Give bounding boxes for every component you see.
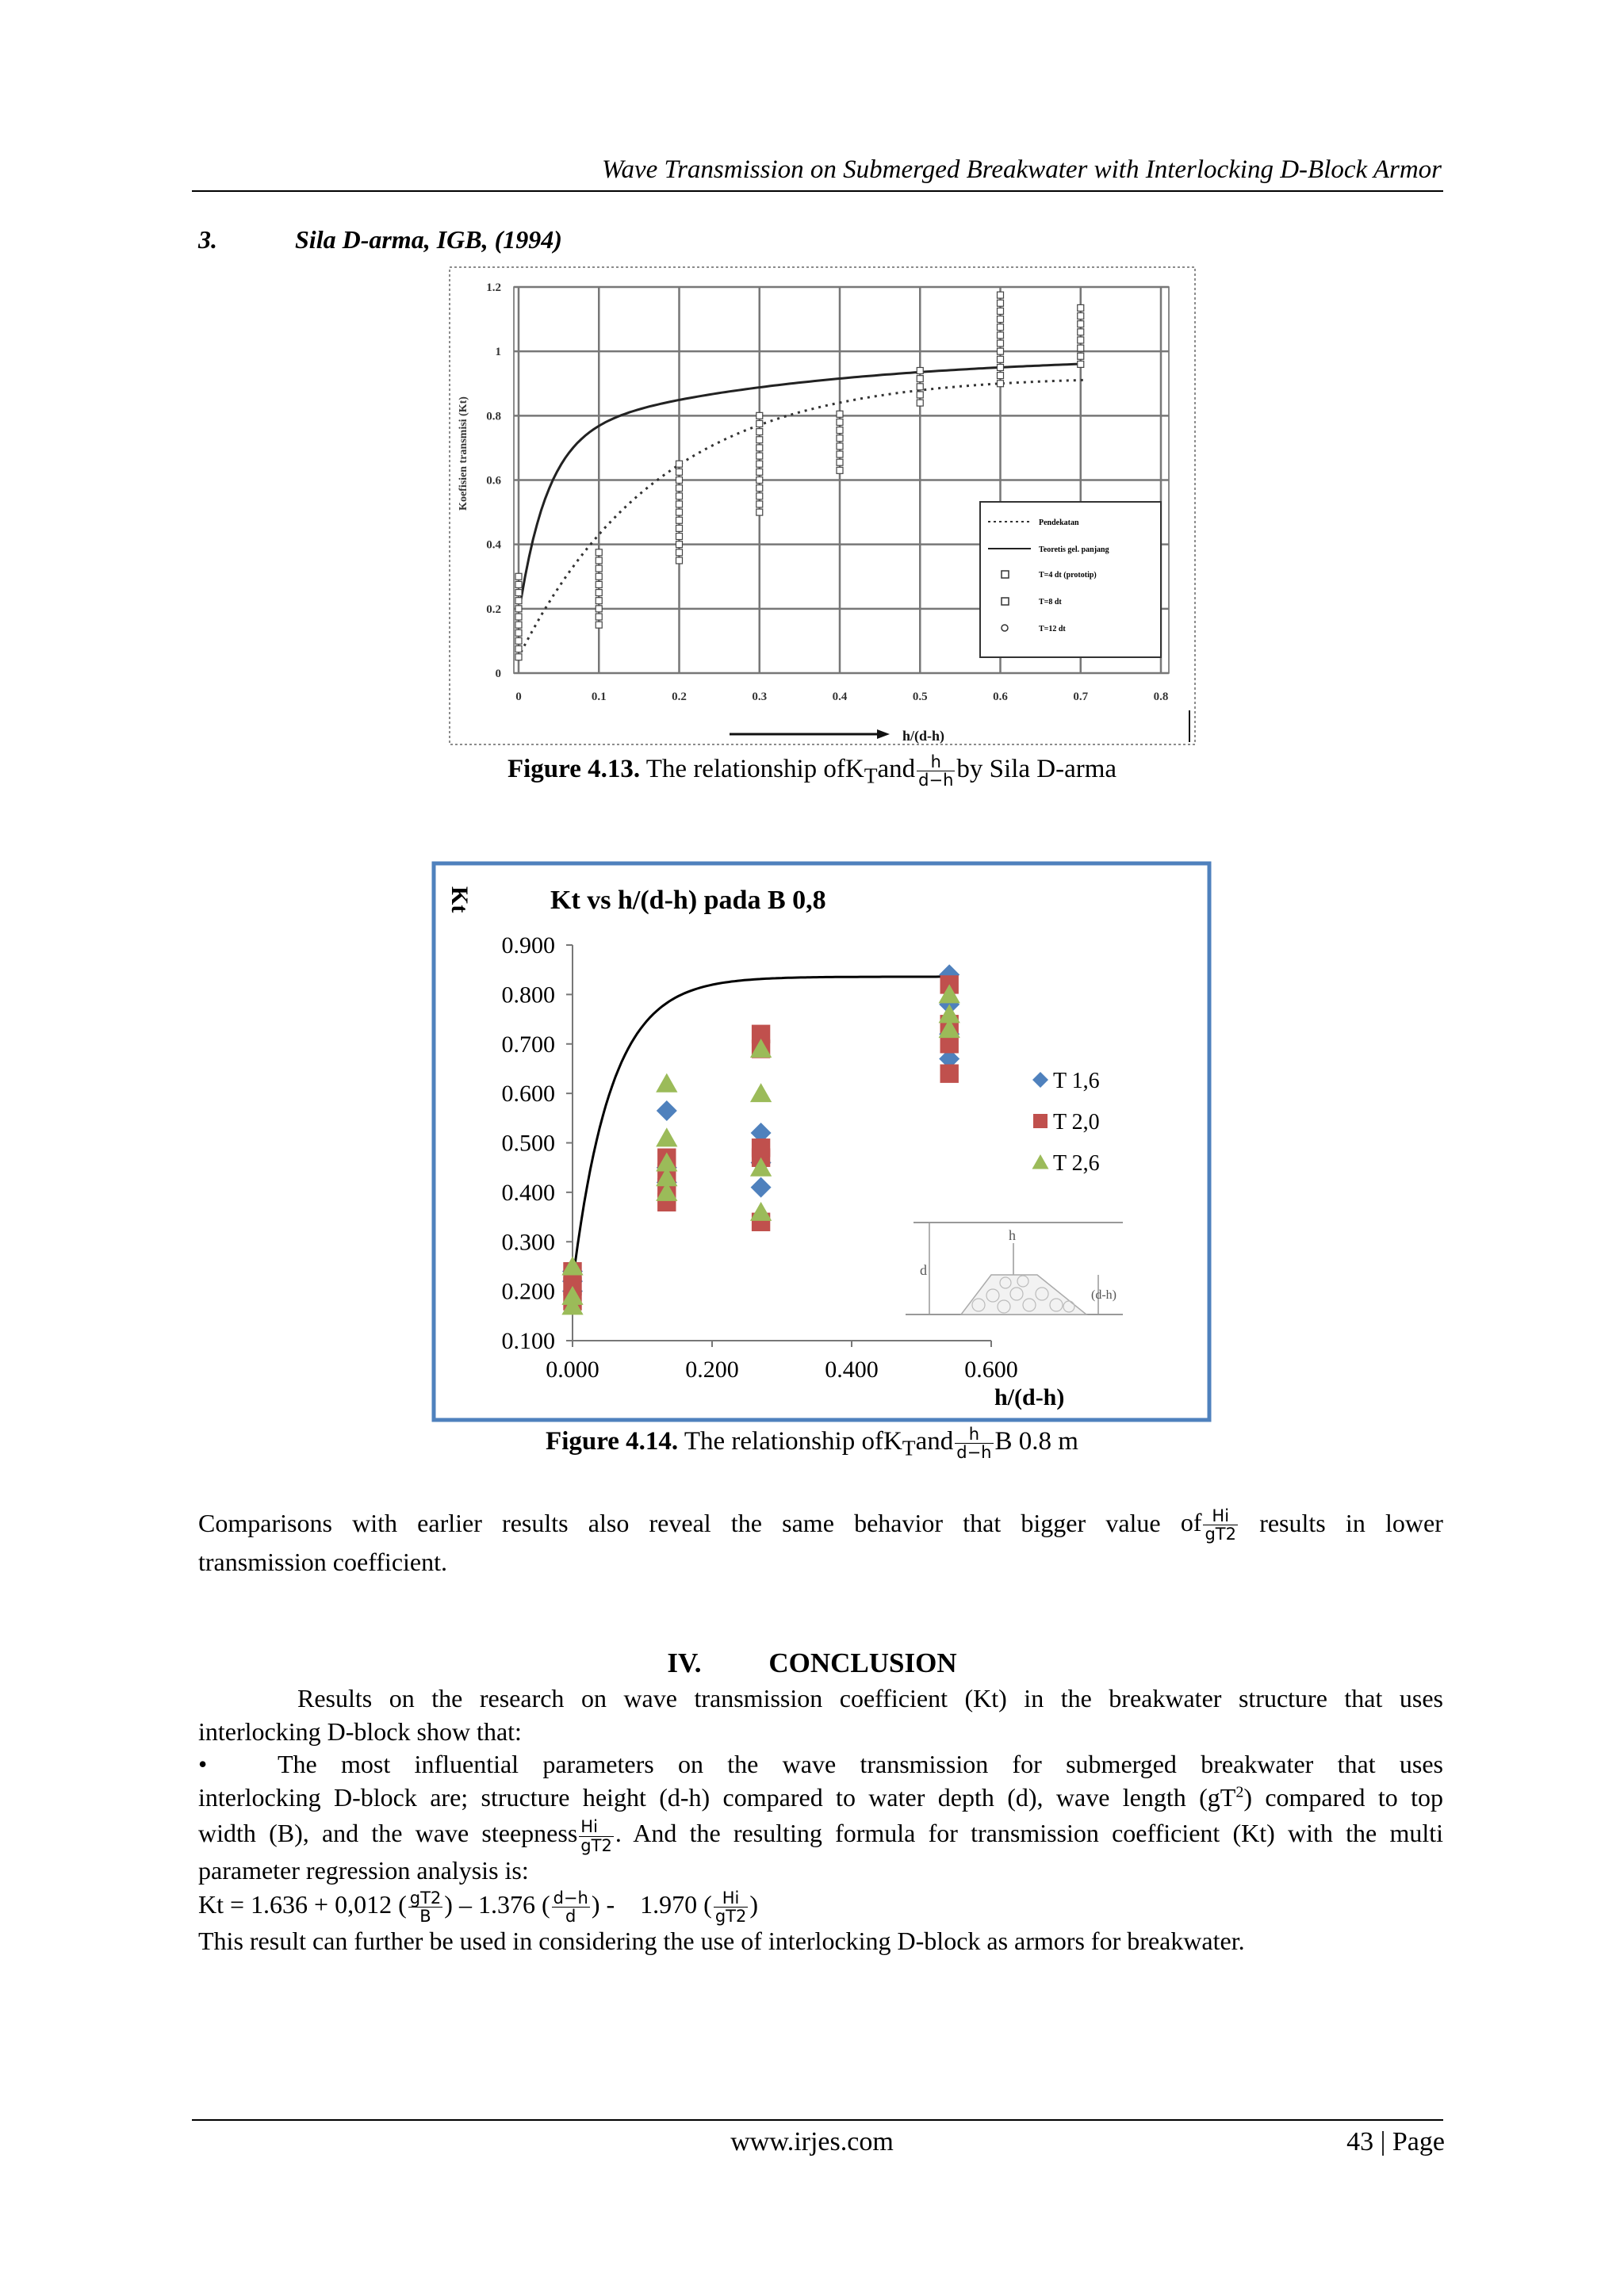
caption-label: Figure 4.14.: [546, 1427, 679, 1456]
figure-4-13-point: [1078, 345, 1084, 351]
figure-4-13-point: [998, 373, 1004, 379]
legend-t4: T=4 dt (prototip): [1039, 571, 1097, 580]
figure-4-13-point: [515, 606, 522, 612]
figure-4-13-point: [998, 324, 1004, 331]
legend-label: T 2,6: [1053, 1151, 1100, 1176]
figure-4-13-point: [756, 461, 763, 467]
figure-4-13-point: [837, 459, 843, 465]
figure-4-13-ytick: 0.4: [486, 538, 501, 552]
caption-kt: K: [845, 755, 864, 784]
bullet-line-1: • The most influential parameters on the wave transmission for submerged breakwater that uses: [198, 1748, 1443, 1781]
caption-tail: by Sila D-arma: [956, 755, 1117, 784]
figure-4-13-xtick: 0.6: [993, 691, 1008, 703]
figure-4-13-point: [676, 557, 683, 564]
figure-4-13-point: [515, 614, 522, 620]
figure-4-13-ytick: 0.6: [486, 474, 501, 488]
figure-4-13-point: [998, 381, 1004, 387]
chart-xtick-label: 0.400: [825, 1357, 879, 1383]
conclusion-number: IV.: [667, 1647, 702, 1678]
figure-4-13-point: [596, 590, 602, 596]
conclusion-body: [198, 1682, 1443, 1958]
figure-4-13: [449, 266, 1196, 745]
chart-legend: [1032, 1069, 1100, 1176]
figure-4-13-point: [837, 451, 843, 457]
bullet-line-4: parameter regression analysis is:: [198, 1855, 529, 1885]
figure-4-13-point: [515, 629, 522, 636]
figure-4-13-point: [1078, 329, 1084, 335]
figure-4-13-point: [596, 598, 602, 604]
figure-4-13-point: [917, 384, 923, 390]
conclusion-final: This result can further be used in considering the use of interlocking D-block as armors for breakwater.: [198, 1927, 1245, 1956]
figure-4-13-point: [515, 654, 522, 660]
figure-4-13-point: [676, 525, 683, 531]
figure-4-13-point: [917, 400, 923, 406]
figure-4-13-xtick: 0.1: [591, 691, 607, 703]
legend-t8: T=8 dt: [1039, 598, 1062, 607]
intro-line-1: Results on the research on wave transmission coefficient (Kt) in the breakwater structure that uses: [297, 1684, 1443, 1712]
caption-kt-sub: T: [864, 763, 878, 788]
legend-pendekatan: Pendekatan: [1039, 519, 1079, 527]
bullet-line-2: interlocking D-block are; structure height (d-h) compared to water depth (d), wave length $(gT^2)$ compared to top: [198, 1782, 1444, 1812]
chart-ytick-label: 0.900: [501, 932, 555, 959]
chart-ylabel: Kt: [446, 886, 473, 913]
chart-ytick-label: 0.800: [501, 982, 555, 1008]
chart-ytick-label: 0.400: [501, 1179, 555, 1206]
figure-4-13-point: [998, 292, 1004, 298]
comparison-line-1: Comparisons with earlier results also reveal the same behavior that bigger value of $\frac{Hi}{gT2}$ results in lower: [198, 1506, 1443, 1544]
figure-4-13-point: [676, 517, 683, 523]
chart-ytick-label: 0.600: [501, 1081, 555, 1108]
figure-4-13-point: [756, 501, 763, 507]
figure-4-13-xtick: 0.5: [912, 691, 928, 703]
figure-4-13-point: [676, 485, 683, 492]
figure-4-13-point: [917, 368, 923, 374]
figure-4-13-point: [676, 477, 683, 484]
figure-4-13-point: [676, 534, 683, 540]
figure-4-13-point: [756, 412, 763, 419]
figure-4-13-point: [1078, 353, 1084, 359]
figure-4-13-point: [756, 437, 763, 443]
chart-ytick-label: 0.700: [501, 1031, 555, 1058]
figure-4-13-point: [596, 581, 602, 587]
figure-4-13-point: [756, 445, 763, 451]
figure-4-13-point: [998, 348, 1004, 354]
figure-4-13-caption: [0, 753, 1624, 789]
figure-4-13-xlabel: h/(d-h): [902, 728, 945, 744]
figure-4-13-point: [676, 469, 683, 475]
figure-4-13-point: [676, 549, 683, 556]
chart-title: Kt vs h/(d-h) pada B 0,8: [550, 886, 826, 915]
conclusion-heading: [0, 1647, 1624, 1679]
figure-4-13-point: [837, 427, 843, 434]
intro-line-2: interlocking D-block show that:: [198, 1716, 522, 1746]
figure-4-13-point: [837, 435, 843, 442]
figure-4-14-chart: [431, 861, 1212, 1422]
legend-t12: T=12 dt: [1039, 625, 1066, 633]
inset-label-dh: (d-h): [1091, 1288, 1116, 1302]
figure-4-13-point: [837, 411, 843, 417]
comparison-paragraph: [198, 1503, 1443, 1581]
figure-4-13-legend: [980, 502, 1161, 657]
figure-4-13-point: [917, 392, 923, 398]
figure-4-13-ytick: 1: [495, 346, 501, 359]
chart-xtick-label: 0.000: [546, 1357, 599, 1383]
chart-ytick-label: 0.500: [501, 1130, 555, 1157]
figure-4-13-point: [596, 606, 602, 612]
chart-ytick-label: 0.100: [501, 1328, 555, 1354]
header-rule: [192, 190, 1443, 192]
bullet-line-3: width (B), and the wave steepness $\frac{Hi}{gT2}$ . And the resulting formula for transmission coefficient (Kt) with the multi: [198, 1817, 1444, 1855]
section-number: 3.: [198, 225, 217, 254]
figure-4-13-point: [998, 364, 1004, 370]
chart-ytick-label: 0.300: [501, 1229, 555, 1256]
figure-4-13-point: [1078, 313, 1084, 320]
chart-point-square: [752, 1138, 770, 1157]
figure-4-13-xtick: 0.7: [1073, 691, 1089, 703]
figure-4-13-point: [917, 376, 923, 382]
figure-4-13-point: [515, 590, 522, 596]
figure-4-13-point: [837, 443, 843, 450]
caption-kt: K: [883, 1427, 902, 1456]
footer-page-number: 43 | Page: [1346, 2127, 1445, 2156]
regression-formula: Kt = 1.636 + 0,012 ( $\frac{gT2}{B}$ ) – 1.376 ( $\frac{d-h}{d}$ ) - 1.970 ( $\frac{Hi}{gT2}$ ): [198, 1888, 758, 1927]
figure-4-13-point: [515, 598, 522, 604]
figure-4-13-xtick: 0.3: [752, 691, 768, 703]
legend-label: T 1,6: [1053, 1069, 1100, 1093]
figure-4-13-point: [515, 637, 522, 644]
figure-4-13-point: [1078, 361, 1084, 367]
figure-4-13-point: [998, 300, 1004, 306]
figure-4-13-point: [676, 493, 683, 499]
figure-4-13-point: [596, 573, 602, 580]
figure-4-13-point: [515, 646, 522, 652]
caption-and: and: [877, 755, 916, 784]
figure-4-13-ytick: 1.2: [486, 281, 501, 294]
caption-label: Figure 4.13.: [507, 755, 641, 784]
figure-4-13-point: [998, 332, 1004, 339]
caption-fraction: $\frac{h}{d-h}$: [918, 752, 954, 790]
figure-4-13-xtick: 0.8: [1153, 691, 1169, 703]
caption-kt-sub: T: [902, 1435, 916, 1460]
figure-4-13-point: [596, 549, 602, 556]
section-3-heading: [198, 225, 562, 254]
running-title: Wave Transmission on Submerged Breakwater with Interlocking D-Block Armor: [602, 155, 1442, 184]
figure-4-13-point: [756, 429, 763, 435]
figure-4-13-ytick: 0.2: [486, 603, 501, 616]
figure-4-13-point: [596, 557, 602, 564]
figure-4-13-point: [596, 622, 602, 628]
figure-4-13-ylabel: Koefisien transmisi (Kt): [458, 396, 469, 511]
comparison-line-2: transmission coefficient.: [198, 1548, 447, 1577]
figure-4-13-point: [515, 581, 522, 587]
legend-label: T 2,0: [1053, 1110, 1100, 1135]
figure-4-13-point: [998, 356, 1004, 362]
figure-4-13-point: [676, 501, 683, 507]
figure-4-14-caption: [0, 1425, 1624, 1461]
caption-and: and: [915, 1427, 954, 1456]
caption-text: The relationship of: [684, 1427, 883, 1456]
figure-4-13-ytick: 0: [495, 668, 501, 680]
bullet-icon: •: [198, 1750, 208, 1779]
figure-4-13-point: [756, 477, 763, 484]
figure-4-13-point: [756, 469, 763, 475]
inset-label-d: d: [920, 1262, 927, 1278]
figure-4-13-point: [515, 573, 522, 580]
section-title: Sila D-arma, IGB, (1994): [295, 225, 562, 254]
chart-ytick-label: 0.200: [501, 1278, 555, 1305]
caption-fraction: $\frac{h}{d-h}$: [956, 1425, 992, 1463]
caption-tail: B 0.8 m: [994, 1427, 1078, 1456]
figure-4-13-point: [676, 509, 683, 515]
figure-4-13-ytick: 0.8: [486, 410, 501, 423]
figure-4-13-xtick: 0.2: [672, 691, 687, 703]
figure-4-13-point: [596, 565, 602, 572]
figure-4-13-point: [1078, 321, 1084, 327]
caption-text: The relationship of: [645, 755, 845, 784]
conclusion-title: CONCLUSION: [768, 1647, 957, 1678]
figure-4-13-point: [998, 316, 1004, 323]
chart-xtick-label: 0.200: [685, 1357, 739, 1383]
figure-4-13-point: [676, 541, 683, 548]
figure-4-13-point: [837, 467, 843, 473]
footer-rule: [192, 2119, 1443, 2121]
figure-4-13-point: [596, 614, 602, 620]
legend-teoretis: Teoretis gel. panjang: [1039, 545, 1109, 554]
comparison-fraction: $\frac{Hi}{gT2}$: [1205, 1506, 1236, 1544]
inset-label-h: h: [1009, 1227, 1016, 1243]
chart-xlabel: h/(d-h): [994, 1384, 1065, 1410]
footer-url[interactable]: www.irjes.com: [730, 2127, 894, 2156]
legend-marker-square: [1033, 1114, 1048, 1128]
figure-4-13-point: [1078, 337, 1084, 343]
figure-4-13-point: [756, 493, 763, 499]
figure-4-13-xtick: 0.4: [832, 691, 848, 703]
figure-4-13-point: [756, 485, 763, 492]
figure-4-13-point: [756, 420, 763, 427]
figure-4-13-point: [756, 509, 763, 515]
figure-4-13-point: [676, 461, 683, 467]
figure-4-13-point: [998, 340, 1004, 346]
chart-point-square: [940, 1064, 959, 1082]
figure-4-13-point: [837, 419, 843, 425]
figure-4-13-xtick: 0: [515, 691, 522, 703]
figure-4-13-point: [756, 453, 763, 459]
figure-4-13-point: [1078, 304, 1084, 311]
figure-4-13-point: [998, 308, 1004, 314]
chart-xtick-label: 0.600: [964, 1357, 1018, 1383]
figure-4-13-point: [515, 622, 522, 628]
